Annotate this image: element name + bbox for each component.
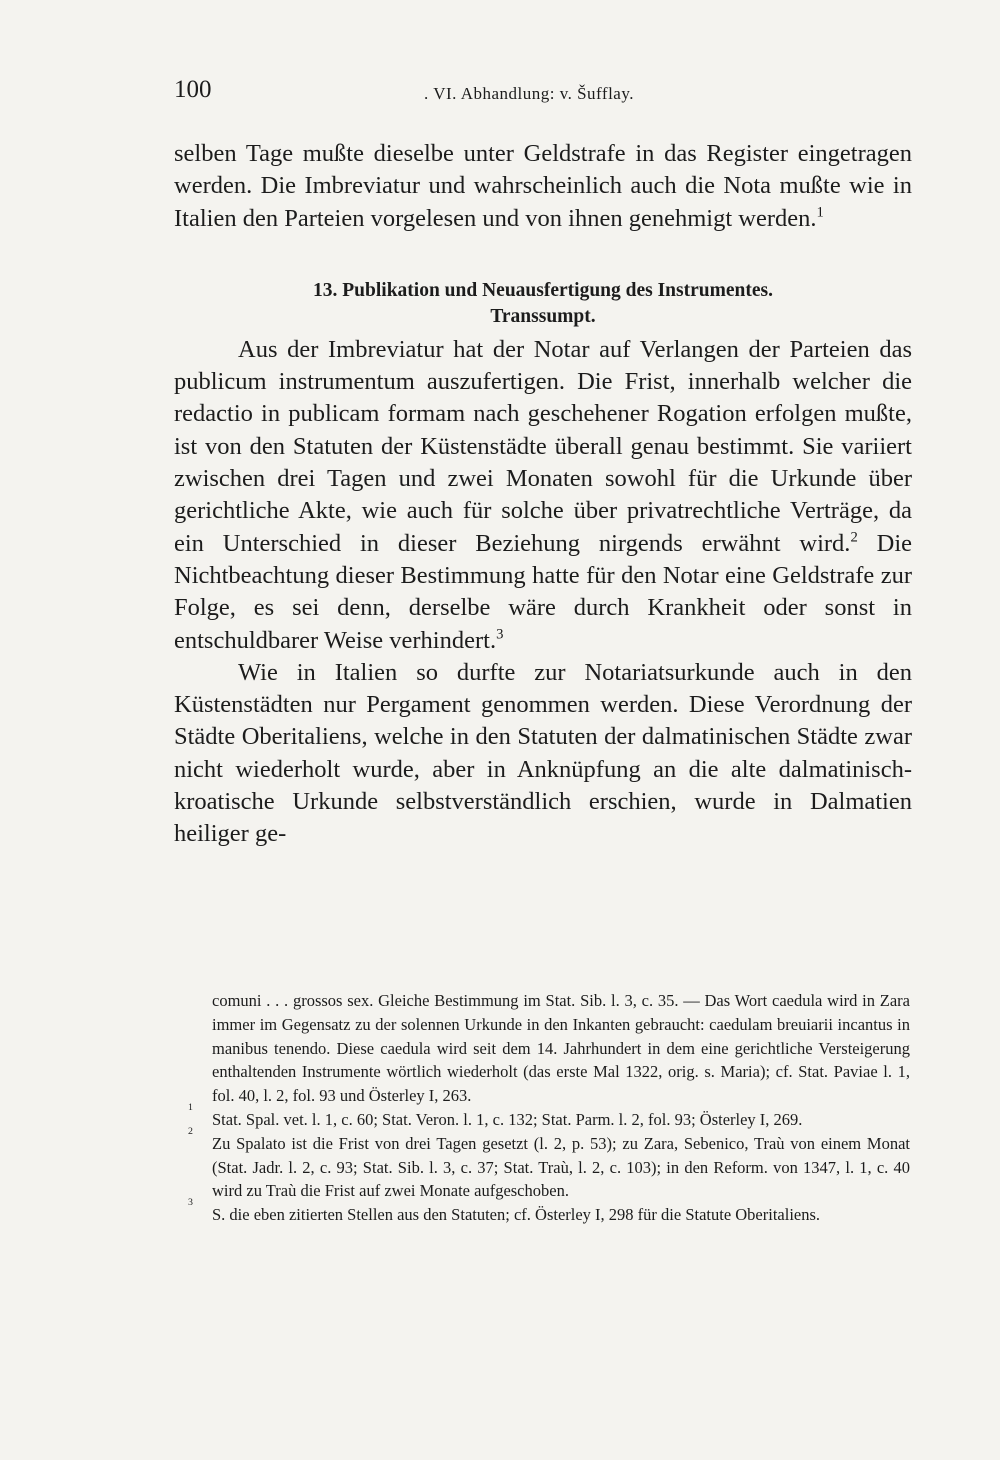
paragraph	[174, 657, 912, 851]
page-number: 100	[174, 76, 212, 103]
paragraph-text: Wie in Italien so durfte zur Notariatsurkunde auch in den Küstenstädten nur Pergament genommen werden. Diese Verordnung der Städte Oberitaliens, welche in den Statuten der dalmatinischen Städte zwar nicht wiederholt wurde, aber in Anknüpfung an die alte dalmatinisch-kroatische Urkunde selbstverständlich erschien, wurde in Dalmatien heiliger ge-	[174, 658, 912, 848]
footnote-3: 3 S. die eben zitierten Stellen aus den Statuten; cf. Österley I, 298 für die Statute Oberitaliens.	[188, 1197, 821, 1225]
footnote-ref: 3	[496, 626, 504, 643]
paragraph-text: Aus der Imbreviatur hat der Notar auf Verlangen der Parteien das publicum instrumentum auszufertigen. Die Frist, innerhalb welcher die redactio in publicam formam nach geschehener Rogation erfolgen mußte, ist von den Statuten der Küstenstädte überall genau bestimmt. Sie variiert zwischen drei Tagen und zwei Monaten sowohl für die Urkunde über gerichtliche Akte, wie auch für solche über privatrechtliche Verträge, da ein Unterschied in dieser Beziehung nirgends erwähnt wird.	[174, 335, 912, 557]
footnote-continued: comuni . . . grossos sex. Gleiche Bestimmung im Stat. Sib. l. 3, c. 35. — Das Wort caedula wird in Zara immer im Gegensatz zu der solennen Urkunde in den Inkanten gebraucht: caedulam breuiarii incantus in manibus tenendo. Diese caedula wird seit dem 14. Jahrhundert in dem eine gerichtliche Versteigerung enthaltenden Instrumente wörtlich wiederholt (das erste Mal 1322, orig. s. Maria); cf. Stat. Paviae l. 1, fol. 40, l. 2, fol. 93 und Österley I, 263.	[212, 991, 910, 1106]
main-text	[174, 138, 912, 851]
footnote-ref: 1	[816, 204, 824, 221]
paragraph	[174, 334, 912, 657]
footnote-ref: 2	[850, 529, 858, 546]
paragraph-text: Die Nichtbeachtung dieser Bestimmung hatte für den Notar eine Geldstrafe zur Folge, es sei denn, derselbe wäre durch Krankheit oder sonst in entschuldbarer Weise verhindert.	[174, 529, 913, 654]
page-header	[174, 76, 914, 110]
footnote-2: 2 Zu Spalato ist die Frist von drei Tagen gesetzt (l. 2, p. 53); zu Zara, Sebenico, Traù von einem Monat (Stat. Jadr. l. 2, c. 93; Stat. Sib. l. 3, c. 37; Stat. Traù, l. 2, c. 103); in den Reform. von 1347, l. 1, c. 40 wird zu Traù die Frist auf zwei Monate aufgeschoben.	[188, 1125, 910, 1201]
footnotes	[188, 989, 910, 1227]
paragraph-continued	[174, 138, 912, 235]
footnote-text: S. die eben zitierten Stellen aus den Statuten; cf. Österley I, 298 für die Statute Oberitaliens.	[212, 1205, 821, 1225]
paragraph-text: selben Tage mußte dieselbe unter Geldstrafe in das Register eingetragen werden. Die Imbreviatur und wahrscheinlich auch die Nota mußte wie in Italien den Parteien vorgelesen und von ihnen genehmigt werden.	[174, 140, 912, 232]
footnote-1: 1 Stat. Spal. vet. l. 1, c. 60; Stat. Veron. l. 1, c. 132; Stat. Parm. l. 2, fol. 93; Österley I, 269.	[188, 1101, 803, 1129]
section-heading	[174, 278, 912, 330]
running-head: . VI. Abhandlung: v. Šufflay.	[424, 84, 634, 103]
section-subtitle: Transsumpt.	[490, 305, 596, 327]
footnote-text: Stat. Spal. vet. l. 1, c. 60; Stat. Veron. l. 1, c. 132; Stat. Parm. l. 2, fol. 93; Österley I, 269.	[212, 1109, 803, 1129]
footnote-text: Zu Spalato ist die Frist von drei Tagen gesetzt (l. 2, p. 53); zu Zara, Sebenico, Traù von einem Monat (Stat. Jadr. l. 2, c. 93; Stat. Sib. l. 3, c. 37; Stat. Traù, l. 2, c. 103); in den Reform. von 1347, l. 1, c. 40 wird zu Traù die Frist auf zwei Monate aufgeschoben.	[212, 1133, 910, 1201]
section-title: 13. Publikation und Neuausfertigung des Instrumentes.	[313, 279, 773, 301]
